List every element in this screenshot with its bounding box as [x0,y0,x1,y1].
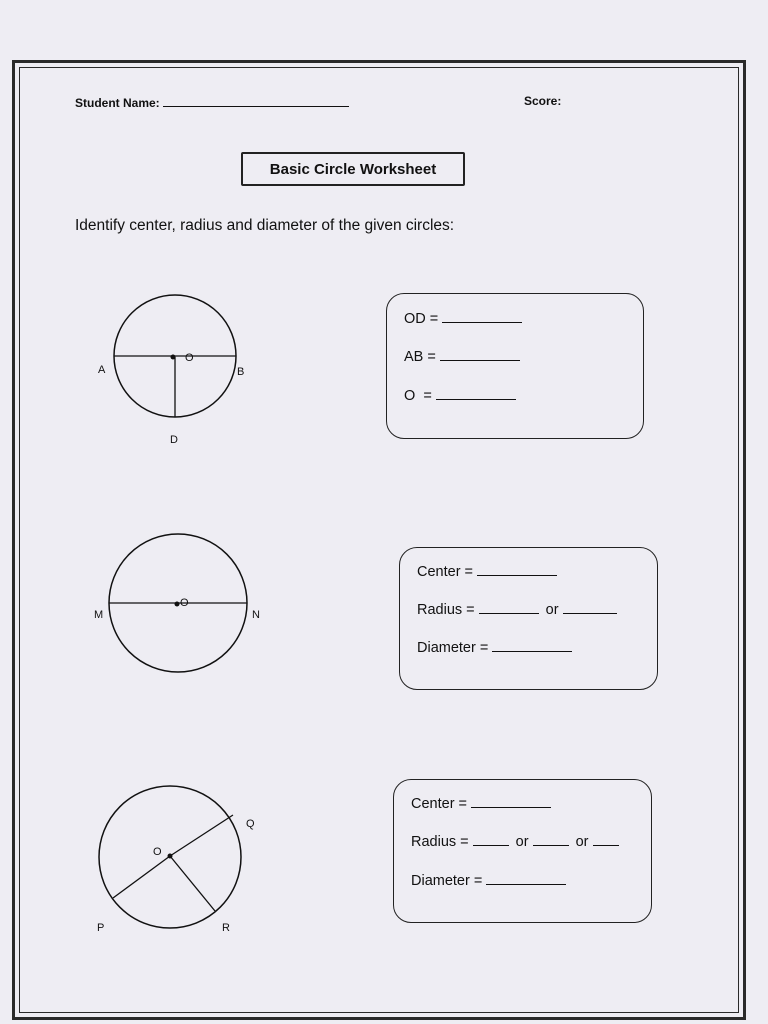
radius-label-2: Radius = [417,602,475,618]
o-blank[interactable] [436,387,516,400]
center-point-1 [171,355,176,360]
center-blank-3[interactable] [471,795,551,808]
point-label-o-1: O [185,352,194,364]
point-label-o-2: O [180,597,189,609]
point-label-a: A [98,364,106,376]
or-label-2: or [545,602,559,618]
radius-blank-3a[interactable] [473,833,509,846]
answer-line-ab [404,348,520,365]
od-label: OD = [404,311,439,327]
or-label-3a: or [515,834,529,850]
diameter-label-3: Diameter = [411,873,483,889]
diameter-blank-3[interactable] [486,872,566,885]
point-label-p: P [97,922,105,934]
o-label: O = [404,388,432,404]
radius-oq [170,815,233,856]
center-blank-2[interactable] [477,563,557,576]
radius-blank-2b[interactable] [563,601,617,614]
radius-label-3: Radius = [411,834,469,850]
radius-op [113,856,170,898]
or-label-3b: or [575,834,589,850]
radius-blank-3c[interactable] [593,833,619,846]
point-label-o-3: O [153,846,162,858]
diameter-label-2: Diameter = [417,640,489,656]
center-point-2 [175,602,180,607]
student-name-label: Student Name: [75,96,160,110]
point-label-q: Q [246,818,255,830]
radius-blank-3b[interactable] [533,833,569,846]
answer-line-o [404,387,516,404]
instruction-text: Identify center, radius and diameter of the given circles: [75,217,455,234]
center-label-3: Center = [411,796,468,812]
answer-box-1 [386,293,644,439]
radius-blank-2a[interactable] [479,601,539,614]
point-label-d: D [170,434,178,446]
point-label-n: N [252,609,260,621]
point-label-r: R [222,922,230,934]
worksheet-title: Basic Circle Worksheet [269,160,437,178]
od-blank[interactable] [442,310,522,323]
answer-line-radius-2 [417,601,617,618]
score-label: Score: [524,94,562,108]
answer-box-2 [399,547,658,690]
center-label-2: Center = [417,564,474,580]
answer-line-diameter-2 [417,639,572,656]
ab-label: AB = [404,349,436,365]
answer-line-center-2 [417,563,557,580]
answer-box-3 [393,779,652,923]
answer-line-od [404,310,522,327]
center-point-3 [168,854,173,859]
point-label-b: B [237,366,245,378]
answer-line-center-3 [411,795,551,812]
ab-blank[interactable] [440,348,520,361]
answer-line-diameter-3 [411,872,566,889]
point-label-m: M [94,609,104,621]
radius-or [170,856,215,911]
diameter-blank-2[interactable] [492,639,572,652]
answer-line-radius-3 [411,833,619,850]
